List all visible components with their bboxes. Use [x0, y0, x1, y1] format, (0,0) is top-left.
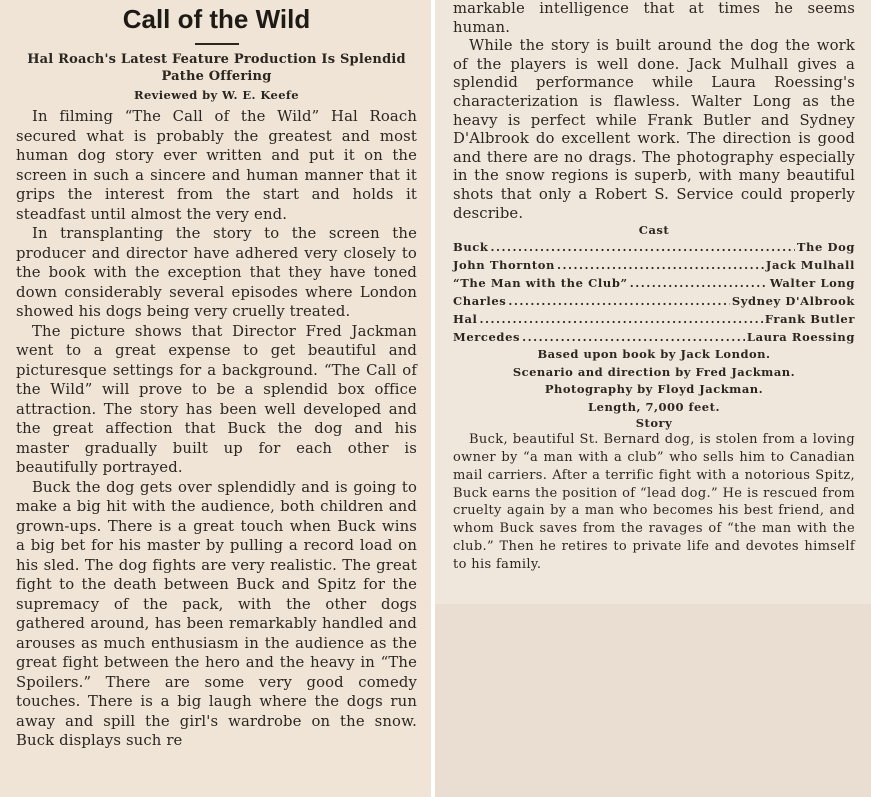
cast-row	[453, 256, 855, 274]
cast-actor: The Dog	[796, 240, 855, 255]
cast-row	[453, 238, 855, 256]
cast-actor: Sydney D'Albrook	[731, 294, 855, 309]
article-deck: Hal Roach's Latest Feature Production Is Splendid Pathe Offering	[27, 52, 406, 84]
credit-line: Based upon book by Jack London.	[537, 347, 771, 362]
cast-role: John Thornton	[453, 258, 555, 273]
leader-dots	[490, 238, 794, 256]
review-continuation	[453, 0, 855, 223]
credits	[453, 346, 855, 416]
cast-actor: Laura Roessing	[746, 330, 855, 345]
cast-role: “The Man with the Club”	[453, 276, 628, 291]
cast-actor: Jack Mulhall	[765, 258, 855, 273]
credit-line: Photography by Floyd Jackman.	[544, 382, 764, 397]
cast-role: Buck	[453, 240, 489, 255]
review-body	[16, 107, 417, 751]
article-headline: Call of the Wild	[122, 4, 311, 34]
review-paragraph: The picture shows that Director Fred Jackman went to a great expense to get beautiful and picturesque settings for a background. “The Call of the Wild” will prove to be a splendid box office attraction. The story has been well developed and the great affection that Buck the dog and his master gradually built up for each other is beautifully portrayed.	[16, 322, 417, 476]
cast-row	[453, 292, 855, 310]
review-paragraph: While the story is built around the dog the work of the players is well done. Jack Mulhall gives a splendid performance while Laura Roessing's characterization is flawless. Walter Long as the heavy is perfect while Frank Butler and Sydney D'Albrook do excellent work. The direction is good and there are no drags. The photography especially in the snow regions is superb, with many beautiful shots that only a Robert S. Service could properly describe.	[453, 37, 855, 222]
review-paragraph: Buck the dog gets over splendidly and is going to make a big hit with the audience, both children and grown-ups. There is a great touch when Buck wins a big bet for his master by pulling a record load on his sled. The dog fights are very realistic. The great fight to the death between Buck and Spitz for the supremacy of the pack, with the other dogs gathered around, has been remarkably handled and arouses as much enthusiasm in the audience as the great fight between the hero and the heavy in “The Spoilers.” There are some very good comedy touches. There is a big laugh where the dogs run away and spill the girl's wardrobe on the snow. Buck displays such re	[16, 478, 417, 749]
story-synopsis	[453, 431, 855, 573]
cast-actor: Walter Long	[769, 276, 855, 291]
leader-dots	[557, 256, 764, 274]
cast-list	[453, 238, 855, 346]
leader-dots	[508, 292, 729, 310]
leader-dots	[630, 274, 768, 292]
headline-rule	[195, 43, 239, 45]
cast-role: Hal	[453, 312, 478, 327]
left-column	[0, 0, 431, 797]
credit-line: Scenario and direction by Fred Jackman.	[512, 364, 796, 379]
leader-dots	[522, 328, 745, 346]
cast-row	[453, 274, 855, 292]
right-column	[435, 0, 871, 797]
story-paragraph: Buck, beautiful St. Bernard dog, is stolen from a loving owner by “a man with a club” who sells him to Canadian mail carriers. After a terrific fight with a notorious Spitz, Buck earns the position of “lead dog.” He is rescued from cruelty again by a man who becomes his best friend, and whom Buck saves from the ravages of “the man with the club.” Then he retires to private life and devotes himself to his family.	[453, 432, 855, 572]
cast-actor: Frank Butler	[764, 312, 855, 327]
review-paragraph: In transplanting the story to the screen the producer and director have adhered very closely to the book with the exception that they have toned down considerably several episodes where London showed his dogs being very cruelly treated.	[16, 225, 417, 320]
cast-heading: Cast	[638, 223, 670, 238]
review-paragraph: In filming “The Call of the Wild” Hal Roach secured what is probably the greatest and most human dog story ever written and put it on the screen in such a sincere and human manner that it grips the interest from the start and holds it steadfast until almost the very end.	[16, 108, 417, 223]
leader-dots	[480, 310, 763, 328]
story-heading: Story	[635, 416, 673, 431]
credit-line: Length, 7,000 feet.	[588, 399, 720, 414]
cast-role: Charles	[453, 294, 507, 309]
cast-row	[453, 310, 855, 328]
article-byline: Reviewed by W. E. Keefe	[134, 88, 299, 102]
cast-row	[453, 328, 855, 346]
cast-role: Mercedes	[453, 330, 521, 345]
review-paragraph: markable intelligence that at times he seems human.	[453, 0, 855, 36]
blank-area	[435, 604, 871, 797]
